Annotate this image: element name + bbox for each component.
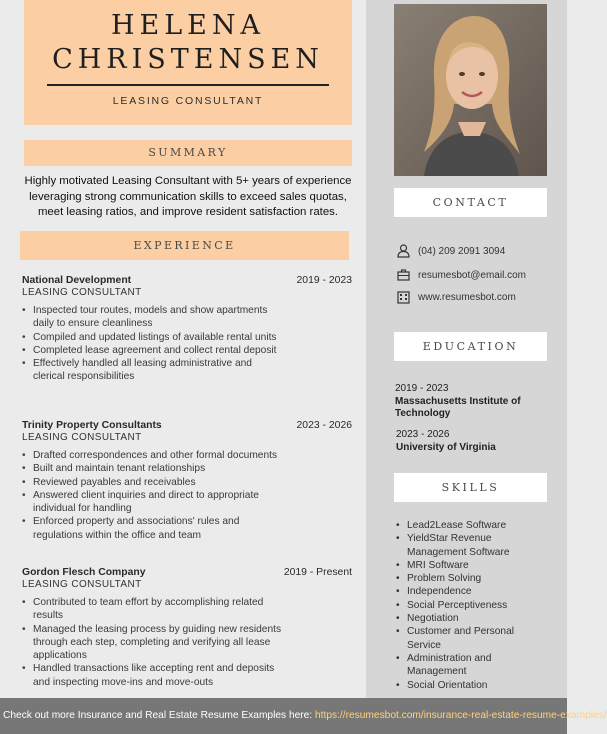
summary-heading: SUMMARY xyxy=(24,140,352,166)
job-bullet: • Inspected tour routes, models and show apartments daily to ensure cleanliness xyxy=(22,304,284,331)
job-bullet: • Built and maintain tenant relationships xyxy=(22,462,284,475)
website-url[interactable]: www.resumesbot.com xyxy=(418,291,516,303)
education-heading: EDUCATION xyxy=(394,332,547,361)
profile-photo xyxy=(394,4,547,176)
skill-item: • Lead2Lease Software xyxy=(396,519,546,532)
phone-number: (04) 209 2091 3094 xyxy=(418,245,506,257)
skill-item: • MRI Software xyxy=(396,559,546,572)
footer-link[interactable]: https://resumesbot.com/insurance-real-estate-resume-examples/ xyxy=(315,710,607,721)
name-divider xyxy=(47,84,329,86)
education-school: Massachusetts Institute of Technology xyxy=(395,395,521,419)
job-bullets xyxy=(22,449,284,542)
skill-item: • Independence xyxy=(396,585,546,598)
job-company: Trinity Property Consultants xyxy=(22,420,162,431)
job-bullet: • Handled transactions like accepting rent and deposits and inspecting move-ins and move-outs xyxy=(22,662,284,689)
job-bullet: • Contributed to team effort by accomplishing related results xyxy=(22,596,284,623)
job-title: LEASING CONSULTANT xyxy=(22,432,142,443)
job-entry xyxy=(22,420,354,542)
job-dates: 2019 - 2023 xyxy=(296,275,352,286)
skill-item: • Problem Solving xyxy=(396,572,546,585)
summary-text: Highly motivated Leasing Consultant with 5+ years of experience leveraging strong communication skills to exceed sales quotas, meet leasing ratios, and improve resident satisfaction rates. xyxy=(24,175,352,218)
name-header xyxy=(24,0,352,125)
contact-website xyxy=(396,290,516,304)
job-dates: 2023 - 2026 xyxy=(296,420,352,431)
job-bullet: • Reviewed payables and receivables xyxy=(22,476,284,489)
job-entry xyxy=(22,567,354,689)
building-icon xyxy=(396,290,410,304)
skill-item: • Social Perceptiveness xyxy=(396,599,546,612)
education-dates: 2023 - 2026 xyxy=(396,429,450,440)
skills-list xyxy=(396,519,546,692)
user-icon xyxy=(396,244,410,258)
skill-item: • Customer and Personal Service xyxy=(396,625,546,652)
last-name: CHRISTENSEN xyxy=(52,44,324,75)
job-dates: 2019 - Present xyxy=(283,567,352,578)
footer-text: Check out more Insurance and Real Estate Resume Examples here: xyxy=(3,710,316,721)
experience-heading: EXPERIENCE xyxy=(20,231,349,260)
job-bullet: • Effectively handled all leasing administrative and clerical responsibilities xyxy=(22,357,284,384)
contact-heading: CONTACT xyxy=(394,188,547,217)
job-bullet: • Compiled and updated listings of available rental units xyxy=(22,331,284,344)
briefcase-icon xyxy=(396,268,410,282)
education-entry xyxy=(395,383,545,421)
education-entry xyxy=(396,429,546,454)
job-bullet: • Answered client inquiries and direct to appropriate individual for handling xyxy=(22,489,284,516)
job-entry xyxy=(22,275,354,384)
skill-item: • Negotiation xyxy=(396,612,546,625)
job-bullet: • Enforced property and associations' rules and regulations within the office and team xyxy=(22,515,284,542)
job-bullet: • Completed lease agreement and collect rental deposit xyxy=(22,344,284,357)
contact-phone xyxy=(396,244,505,258)
job-role: LEASING CONSULTANT xyxy=(112,95,264,107)
job-bullets xyxy=(22,596,284,689)
skill-item: • Administration and Management xyxy=(396,652,546,679)
education-dates: 2019 - 2023 xyxy=(395,383,449,394)
first-name: HELENA xyxy=(110,10,266,41)
contact-email xyxy=(396,268,526,282)
job-bullets xyxy=(22,304,284,384)
skills-heading: SKILLS xyxy=(394,473,547,502)
job-title: LEASING CONSULTANT xyxy=(22,579,142,590)
education-school: University of Virginia xyxy=(396,441,496,453)
skill-item: • Social Orientation xyxy=(396,679,546,692)
job-bullet: • Drafted correspondences and other formal documents xyxy=(22,449,284,462)
job-company: Gordon Flesch Company xyxy=(22,567,146,578)
job-title: LEASING CONSULTANT xyxy=(22,287,142,298)
skill-item: • YieldStar Revenue Management Software xyxy=(396,532,546,559)
email-address[interactable]: resumesbot@email.com xyxy=(418,269,526,281)
footer-banner xyxy=(0,698,607,734)
job-company: National Development xyxy=(22,275,132,286)
job-bullet: • Managed the leasing process by guiding new residents through each step, completing and verifying all lease applications xyxy=(22,623,284,663)
